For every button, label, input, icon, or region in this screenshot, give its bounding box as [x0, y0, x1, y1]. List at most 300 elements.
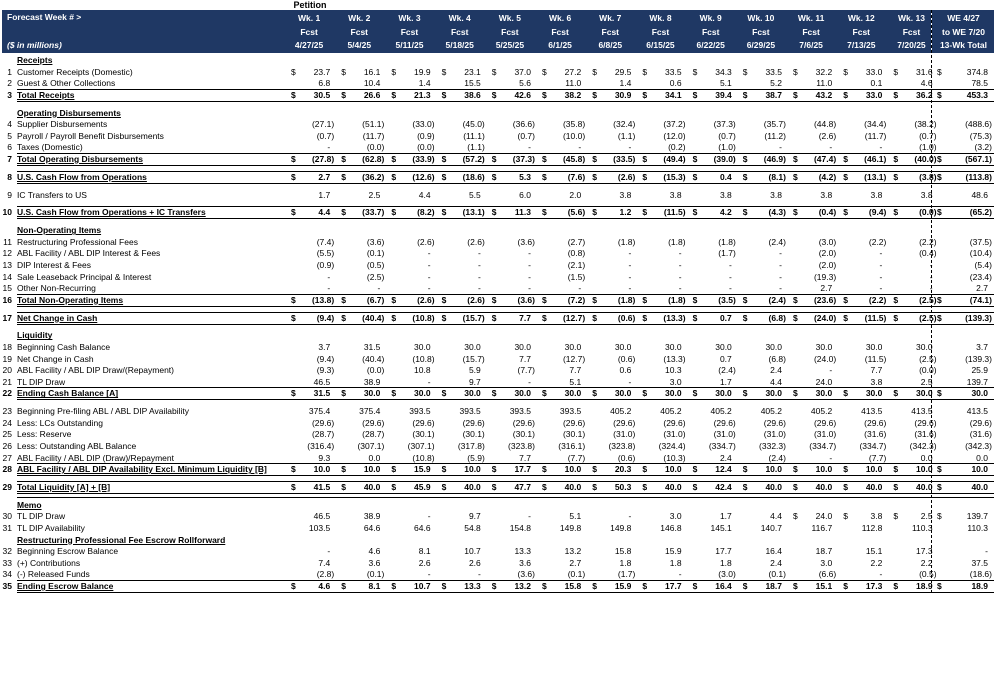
- row-number: 4: [7, 119, 12, 130]
- cell-week-1: (9.4): [316, 353, 335, 364]
- cell-week-2: (51.1): [362, 119, 385, 130]
- cell-week-3: (30.1): [412, 429, 435, 440]
- cell-week-4: 23.1: [464, 66, 481, 77]
- cell-week-5: 154.8: [509, 523, 531, 533]
- cell-week-8: -: [678, 271, 682, 282]
- currency-symbol: $: [441, 388, 447, 399]
- cell-week-5: (3.6): [517, 569, 535, 580]
- cell-week-1: 9.3: [318, 452, 331, 463]
- header-week-4-wk: Wk. 4: [448, 13, 471, 23]
- currency-symbol: $: [793, 482, 798, 492]
- row-label: Liquidity: [17, 330, 53, 341]
- currency-symbol: $: [291, 171, 296, 182]
- row-number: 18: [2, 342, 12, 352]
- cell-week-8: 3.0: [669, 511, 682, 522]
- cell-week-10: (0.1): [768, 569, 786, 580]
- cell-week-4: 9.7: [468, 511, 481, 522]
- cell-week-5: -: [528, 248, 531, 259]
- currency-symbol: $: [843, 388, 848, 399]
- currency-symbol: $: [893, 464, 899, 475]
- cell-week-10: (46.9): [763, 154, 786, 164]
- cell-week-11: 15.1: [815, 581, 833, 591]
- cell-week-10: 4.4: [770, 511, 782, 522]
- cell-week-8: 10.0: [665, 464, 682, 475]
- cell-week-4: 30.0: [464, 342, 481, 352]
- header-week-13-fcst: Fcst: [902, 26, 921, 37]
- row-label: ABL Facility / ABL DIP Draw/(Repayment): [17, 365, 174, 376]
- cell-week-12: 3.8: [870, 511, 883, 522]
- currency-symbol: $: [843, 154, 848, 164]
- header-week-11-date: 7/6/25: [799, 40, 823, 50]
- cell-week-1: (9.4): [316, 312, 335, 323]
- currency-symbol: $: [692, 66, 698, 77]
- cell-week-1: 31.5: [313, 388, 331, 399]
- cell-week-7: -: [628, 376, 632, 387]
- cell-week-11: (3.0): [818, 236, 837, 247]
- currency-symbol: $: [592, 581, 597, 591]
- cell-week-1: 6.8: [318, 78, 331, 89]
- cell-week-13: -: [929, 283, 933, 294]
- currency-symbol: $: [843, 66, 848, 77]
- currency-symbol: $: [542, 581, 547, 591]
- cell-week-3: -: [427, 569, 431, 580]
- cell-week-7: 1.4: [619, 78, 632, 89]
- cell-week-4: (11.1): [463, 130, 485, 141]
- currency-symbol: $: [291, 482, 296, 492]
- cell-week-13: -: [929, 260, 933, 270]
- cell-week-3: (0.9): [417, 130, 435, 141]
- currency-symbol: $: [843, 464, 848, 475]
- cell-week-2: 375.4: [359, 406, 381, 417]
- cell-13wk-total: -: [985, 546, 988, 557]
- header-week-2-fcst: Fcst: [350, 26, 369, 37]
- cell-week-12: 17.3: [865, 581, 883, 591]
- currency-symbol: $: [441, 207, 447, 218]
- currency-symbol: $: [542, 171, 547, 182]
- header-week-1-fcst: Fcst: [300, 26, 318, 37]
- currency-symbol: $: [291, 294, 296, 305]
- cell-week-13: 2.5: [920, 376, 933, 387]
- table-row: [0, 260, 996, 271]
- cell-13wk-total: (488.6): [965, 119, 992, 130]
- currency-symbol: $: [391, 388, 397, 399]
- row-number: 11: [3, 236, 12, 247]
- cell-week-11: 3.8: [820, 189, 833, 200]
- total-column-divider: [931, 10, 933, 593]
- currency-symbol: $: [742, 294, 748, 305]
- currency-symbol: $: [937, 89, 942, 100]
- row-label: Net Change in Cash: [17, 353, 94, 364]
- cell-week-11: (24.0): [813, 312, 837, 323]
- cell-13wk-total: 25.9: [971, 365, 988, 376]
- cell-week-10: -: [779, 142, 782, 153]
- currency-symbol: $: [491, 312, 497, 323]
- cell-week-11: 30.0: [815, 342, 833, 352]
- cell-week-6: 7.7: [569, 365, 582, 376]
- cell-week-9: -: [728, 271, 732, 282]
- total-row: [0, 482, 996, 493]
- cell-week-3: (2.6): [417, 294, 435, 305]
- cell-week-12: (46.1): [864, 154, 887, 164]
- cell-week-2: -: [377, 283, 381, 294]
- cell-week-7: 29.5: [614, 66, 632, 77]
- row-number: 28: [2, 464, 12, 475]
- cell-week-12: -: [879, 271, 883, 282]
- cell-13wk-total: (567.1): [965, 154, 992, 164]
- table-row: [0, 272, 996, 283]
- cell-week-6: 30.0: [564, 388, 582, 399]
- currency-symbol: $: [937, 511, 942, 522]
- cell-week-4: (29.6): [462, 417, 485, 428]
- cell-week-1: (0.9): [316, 260, 335, 270]
- cell-week-6: 40.0: [564, 482, 582, 492]
- cell-week-12: -: [879, 260, 883, 270]
- currency-symbol: $: [893, 171, 899, 182]
- cell-week-8: (13.3): [663, 353, 686, 364]
- cell-week-7: 1.2: [619, 207, 632, 218]
- cell-13wk-total: 40.0: [971, 482, 988, 492]
- cell-13wk-total: (139.3): [965, 312, 992, 323]
- row-label: Restructuring Professional Fees: [17, 236, 138, 247]
- cell-week-5: 5.3: [519, 171, 531, 182]
- cell-week-6: (10.0): [562, 130, 586, 141]
- header-week-5-fcst: Fcst: [501, 26, 519, 37]
- currency-symbol: $: [542, 464, 547, 475]
- cell-week-13: (0.0): [919, 365, 937, 376]
- cell-week-11: 43.2: [815, 89, 833, 100]
- cell-week-5: -: [528, 283, 531, 294]
- cell-week-10: 30.0: [765, 388, 782, 399]
- header-week-6-fcst: Fcst: [551, 26, 569, 37]
- row-number: 6: [7, 142, 12, 153]
- cell-week-13: 413.5: [911, 406, 933, 417]
- cell-week-13: 17.3: [916, 546, 933, 557]
- cell-week-3: 2.6: [418, 557, 431, 568]
- cell-week-7: 3.8: [619, 189, 632, 200]
- cell-week-5: 30.0: [514, 388, 531, 399]
- cell-week-12: 0.1: [870, 78, 883, 89]
- currency-symbol: $: [291, 388, 296, 399]
- cell-week-5: 3.6: [519, 557, 531, 568]
- cell-13wk-total: (37.5): [969, 236, 992, 247]
- cell-week-4: (57.2): [462, 154, 485, 164]
- currency-symbol: $: [441, 171, 447, 182]
- cell-week-6: (0.8): [567, 248, 586, 259]
- cell-week-9: 39.4: [715, 89, 732, 100]
- cell-week-12: (2.2): [868, 294, 887, 305]
- cell-week-13: 36.2: [916, 89, 933, 100]
- currency-symbol: $: [642, 154, 648, 164]
- cell-week-5: (323.8): [508, 441, 535, 451]
- row-number: 35: [2, 581, 12, 591]
- header-week-5-date: 5/25/25: [495, 40, 525, 50]
- header-week-8-fcst: Fcst: [651, 26, 670, 37]
- cell-week-11: (6.6): [818, 569, 837, 580]
- cell-week-11: -: [829, 142, 833, 153]
- header-week-6-date: 6/1/25: [548, 40, 572, 50]
- row-label: ABL Facility / ABL DIP Availability Excl. Minimum Liquidity [B]: [17, 464, 267, 475]
- cell-week-3: 8.1: [418, 546, 431, 557]
- currency-symbol: $: [592, 207, 597, 218]
- currency-symbol: $: [542, 388, 547, 399]
- cell-week-9: 1.7: [719, 511, 732, 522]
- header-week-3-fcst: Fcst: [400, 26, 419, 37]
- cell-week-3: 19.9: [414, 66, 431, 77]
- cell-week-6: (1.5): [567, 271, 586, 282]
- currency-symbol: $: [742, 66, 748, 77]
- cell-week-10: 405.2: [760, 406, 782, 417]
- row-number: 34: [2, 569, 12, 580]
- cell-week-9: 3.8: [719, 189, 732, 200]
- cell-week-1: 3.7: [318, 342, 331, 352]
- currency-symbol: $: [843, 581, 848, 591]
- cell-week-8: 0.6: [669, 78, 682, 89]
- cell-week-12: 30.0: [865, 342, 883, 352]
- cell-week-8: (11.5): [663, 207, 686, 218]
- currency-symbol: $: [291, 312, 296, 323]
- cell-week-3: 1.4: [418, 78, 431, 89]
- cell-week-10: (29.6): [763, 417, 786, 428]
- currency-symbol: $: [742, 171, 748, 182]
- cell-week-10: 40.0: [765, 482, 782, 492]
- cell-week-2: (0.0): [366, 365, 385, 376]
- cell-week-9: 1.8: [719, 557, 732, 568]
- table-row: [0, 511, 996, 522]
- cell-week-10: (31.0): [763, 429, 786, 440]
- cell-week-13: (0.4): [919, 248, 937, 259]
- header-week-9-date: 6/22/25: [696, 40, 725, 50]
- currency-symbol: $: [793, 294, 798, 305]
- cell-week-2: 3.6: [368, 557, 381, 568]
- row-label: Less: Outstanding ABL Balance: [17, 441, 137, 451]
- cell-week-4: 15.5: [464, 78, 481, 89]
- row-label: Sale Leaseback Principal & Interest: [17, 271, 152, 282]
- cell-week-2: (0.0): [366, 142, 385, 153]
- currency-symbol: $: [742, 388, 748, 399]
- cell-week-7: -: [628, 142, 632, 153]
- cell-week-11: 32.2: [815, 66, 833, 77]
- cell-week-3: 4.4: [418, 189, 431, 200]
- currency-symbol: $: [692, 482, 698, 492]
- cell-week-4: 2.6: [468, 557, 481, 568]
- cell-week-8: (12.0): [663, 130, 686, 141]
- currency-symbol: $: [441, 154, 447, 164]
- header-week-12-wk: Wk. 12: [847, 13, 875, 23]
- header-total-l2: to WE 7/20: [942, 26, 985, 37]
- row-number: 17: [2, 312, 12, 323]
- currency-symbol: $: [742, 154, 748, 164]
- cell-week-4: (317.8): [457, 441, 485, 451]
- cell-week-2: (40.4): [362, 353, 385, 364]
- table-row: [0, 453, 996, 464]
- cell-week-6: 30.0: [564, 342, 582, 352]
- currency-symbol: $: [843, 482, 848, 492]
- cell-week-12: 413.5: [861, 406, 883, 417]
- cell-week-11: (44.8): [813, 119, 837, 130]
- cell-week-2: (6.7): [366, 294, 385, 305]
- table-row: [0, 342, 996, 353]
- cell-week-13: (2.5): [919, 312, 937, 323]
- cell-week-1: 41.5: [313, 482, 331, 492]
- currency-symbol: $: [692, 312, 698, 323]
- currency-symbol: $: [542, 154, 547, 164]
- row-bottom-border: [17, 324, 994, 325]
- currency-symbol: $: [937, 171, 942, 182]
- currency-symbol: $: [692, 294, 698, 305]
- currency-symbol: $: [291, 581, 296, 591]
- table-row: [0, 377, 996, 388]
- currency-symbol: $: [341, 581, 346, 591]
- cell-week-4: 30.0: [464, 388, 481, 399]
- currency-symbol: $: [291, 89, 296, 100]
- cell-week-2: 26.6: [363, 89, 381, 100]
- header-week-3-date: 5/11/25: [395, 40, 424, 50]
- cell-week-4: (2.6): [467, 236, 485, 247]
- currency-symbol: $: [291, 464, 296, 475]
- cell-week-10: 140.7: [760, 523, 782, 533]
- currency-symbol: $: [642, 312, 648, 323]
- row-label: TL DIP Draw: [17, 511, 66, 522]
- cell-week-7: (1.7): [617, 569, 636, 580]
- cell-week-11: 10.0: [815, 464, 833, 475]
- cell-13wk-total: 78.5: [971, 78, 988, 89]
- cell-week-6: 10.0: [564, 464, 582, 475]
- cell-13wk-total: (18.6): [969, 569, 992, 580]
- currency-symbol: $: [441, 482, 447, 492]
- currency-symbol: $: [642, 207, 648, 218]
- cell-week-4: -: [477, 260, 481, 270]
- currency-symbol: $: [391, 89, 397, 100]
- cell-week-4: 13.3: [464, 581, 481, 591]
- cell-week-10: 16.4: [765, 546, 782, 557]
- cell-week-13: 31.6: [916, 66, 933, 77]
- cell-week-13: 30.0: [916, 342, 933, 352]
- currency-symbol: $: [642, 66, 648, 77]
- cell-week-6: 38.2: [564, 89, 582, 100]
- cell-week-1: 4.6: [318, 581, 331, 591]
- cell-week-2: 64.6: [363, 523, 381, 533]
- cell-week-11: (0.4): [818, 207, 837, 218]
- cell-week-2: 10.0: [363, 464, 381, 475]
- cell-week-1: 23.7: [313, 66, 331, 77]
- row-label: Receipts: [17, 55, 53, 65]
- cell-week-1: -: [327, 142, 331, 153]
- cell-week-11: (31.0): [813, 429, 837, 440]
- row-bottom-border: [17, 165, 994, 166]
- currency-symbol: $: [937, 312, 942, 323]
- cell-week-4: (18.6): [462, 171, 485, 182]
- currency-symbol: $: [491, 154, 497, 164]
- cell-week-6: (45.8): [562, 154, 586, 164]
- currency-symbol: $: [592, 294, 597, 305]
- cell-week-7: (1.8): [617, 294, 636, 305]
- cell-week-6: (30.1): [562, 429, 586, 440]
- cell-week-1: (9.3): [316, 365, 335, 376]
- row-number: 9: [7, 189, 12, 200]
- cell-week-9: (1.8): [718, 236, 736, 247]
- cell-week-7: (0.6): [617, 312, 636, 323]
- cell-week-9: (3.5): [718, 294, 736, 305]
- table-row: [0, 429, 996, 440]
- currency-symbol: $: [341, 312, 346, 323]
- header-week-7-wk: Wk. 7: [599, 13, 622, 23]
- header-week-7-fcst: Fcst: [601, 26, 620, 37]
- cell-week-7: -: [628, 511, 632, 522]
- cell-week-1: (13.8): [311, 294, 335, 305]
- table-row: [0, 78, 996, 89]
- cell-week-5: (0.7): [517, 130, 535, 141]
- cell-week-3: 10.7: [414, 581, 431, 591]
- currency-symbol: $: [542, 66, 547, 77]
- row-label: Operating Disbursements: [17, 107, 121, 118]
- cell-week-3: (8.2): [417, 207, 435, 218]
- cell-13wk-total: (65.2): [969, 207, 992, 218]
- cell-week-8: -: [678, 248, 682, 259]
- row-number: 29: [2, 482, 12, 492]
- currency-symbol: $: [843, 312, 848, 323]
- cell-week-5: 7.7: [519, 353, 531, 364]
- currency-symbol: $: [793, 312, 798, 323]
- currency-symbol: $: [592, 154, 597, 164]
- header-total-l1: WE 4/27: [947, 13, 980, 23]
- cell-week-11: (24.0): [813, 353, 837, 364]
- cell-week-13: 10.0: [916, 464, 933, 475]
- cell-week-2: 31.5: [363, 342, 381, 352]
- currency-symbol: $: [592, 171, 597, 182]
- row-number: 5: [7, 130, 12, 141]
- cell-week-7: -: [628, 283, 632, 294]
- row-number: 30: [2, 511, 12, 522]
- currency-symbol: $: [893, 581, 899, 591]
- cell-week-6: (7.6): [567, 171, 586, 182]
- cell-week-6: (29.6): [562, 417, 586, 428]
- currency-symbol: $: [291, 66, 296, 77]
- cell-week-2: 40.0: [363, 482, 381, 492]
- row-number: 20: [2, 365, 12, 376]
- total-row: [0, 172, 996, 183]
- cell-week-3: (29.6): [412, 417, 435, 428]
- row-label: ABL Facility / ABL DIP (Draw)/Repayment: [17, 452, 174, 463]
- cell-week-8: -: [678, 260, 682, 270]
- cell-week-11: (29.6): [813, 417, 837, 428]
- header-week-1-date: 4/27/25: [294, 40, 324, 50]
- cell-13wk-total: 139.7: [966, 511, 988, 522]
- currency-symbol: $: [893, 207, 899, 218]
- cell-week-10: 3.8: [770, 189, 782, 200]
- table-row: [0, 569, 996, 580]
- cell-week-10: 4.4: [770, 376, 782, 387]
- row-number: 25: [2, 429, 12, 440]
- row-bottom-border: [17, 493, 994, 498]
- cell-13wk-total: 48.6: [971, 189, 988, 200]
- cell-week-7: 20.3: [614, 464, 632, 475]
- cell-week-2: (36.2): [362, 171, 385, 182]
- currency-symbol: $: [937, 154, 942, 164]
- cell-week-6: 11.0: [565, 78, 582, 89]
- row-label: (-) Released Funds: [17, 569, 90, 580]
- cell-week-2: 38.9: [363, 511, 381, 522]
- cell-week-3: 15.9: [414, 464, 431, 475]
- cell-week-2: 38.9: [363, 376, 381, 387]
- total-row: [0, 388, 996, 399]
- cell-week-3: 393.5: [409, 406, 431, 417]
- cell-13wk-total: 374.8: [966, 66, 988, 77]
- header-week-10-date: 6/29/25: [746, 40, 776, 50]
- section-header: [0, 225, 996, 236]
- currency-symbol: $: [937, 482, 942, 492]
- cell-week-10: (6.8): [768, 312, 786, 323]
- cell-week-10: (2.4): [768, 236, 786, 247]
